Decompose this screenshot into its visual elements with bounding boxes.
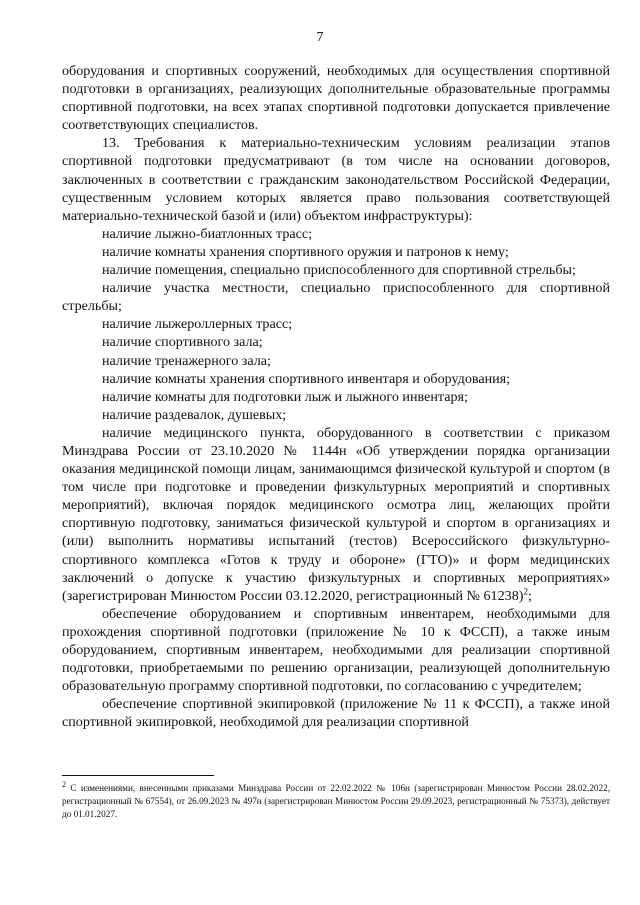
footnote-reference: 2 — [523, 586, 528, 597]
list-item: наличие помещения, специально приспособленного для спортивной стрельбы; — [102, 262, 576, 279]
footnote — [62, 779, 610, 821]
list-item: наличие лыжно-биатлонных трасс; — [102, 225, 313, 242]
footnote-marker: 2 — [62, 779, 66, 789]
page-number: 7 — [316, 30, 324, 45]
paragraph-continuation: оборудования и спортивных сооружений, необходимых для осуществления спортивной подготовки в организациях, реализующих дополнительные образовательные программы спортивной подготовки, на всех этапах спортивной подготовки допускается привлечение соответствующих специалистов. — [62, 63, 610, 134]
list-item: наличие комнаты для подготовки лыж и лыжного инвентаря; — [102, 388, 468, 405]
medical-end: ; — [527, 587, 532, 604]
paragraph-outfit: обеспечение спортивной экипировкой (приложение № 11 к ФССП), а также иной спортивной экипировкой, необходимой для реализации спортивной — [62, 696, 610, 731]
list-item: наличие спортивного зала; — [102, 334, 263, 351]
list-item: наличие тренажерного зала; — [102, 352, 271, 369]
document-body — [62, 62, 610, 731]
footnote-text: С изменениями, внесенными приказами Минздрава России от 22.02.2022 № 106н (зарегистрирован Минюстом России 28.02.2022, регистрационный № 67554), от 26.09.2023 № 497н (зарегистрирован Минюстом России 29.09.2023, регистрационный № 75373), действует до 01.01.2027. — [62, 783, 610, 819]
list-item: наличие участка местности, специально приспособленного для спортивной стрельбы; — [62, 280, 610, 315]
list-item: наличие раздевалок, душевых; — [102, 406, 287, 423]
paragraph-13: 13. Требования к материально-техническим условиям реализации этапов спортивной подготовки предусматривают (в том числе на основании договоров, заключенных в соответствии с гражданским законодательством Российской Федерации, существенным условием которых является право пользования соответствующей материально-технической базой и (или) объектом инфраструктуры): — [62, 135, 610, 224]
list-item: наличие лыжероллерных трасс; — [102, 316, 293, 333]
footnote-divider — [62, 775, 214, 776]
list-item: наличие комнаты хранения спортивного оружия и патронов к нему; — [102, 243, 509, 260]
medical-text: наличие медицинского пункта, оборудованного в соответствии с приказом Минздрава России от 23.10.2020 № 1144н «Об утверждении порядка организации оказания медицинской помощи лицам, занимающимся физической культурой и спортом (в том числе при подготовке и проведении физкультурных мероприятий и спортивных мероприятий), включая порядок медицинского осмотра лиц, желающих пройти спортивную подготовку, заниматься физической культурой и спортом в организациях и (или) выполнить нормативы испытаний (тестов) Всероссийского физкультурно-спортивного комплекса «Готов к труду и обороне» (ГТО)» и форм медицинских заключений о допуске к участию физкультурных и спортивных мероприятиях» (зарегистрирован Минюстом России 03.12.2020, регистрационный № 61238) — [62, 424, 610, 604]
list-item: наличие комнаты хранения спортивного инвентаря и оборудования; — [102, 370, 511, 387]
paragraph-medical-point — [62, 424, 610, 605]
paragraph-equipment: обеспечение оборудованием и спортивным инвентарем, необходимыми для прохождения спортивной подготовки (приложение № 10 к ФССП), а также иным оборудованием, спортивным инвентарем, необходимыми для реализации спортивной подготовки, приобретаемыми по решению организации, реализующей дополнительную образовательную программу спортивной подготовки, по согласованию с учредителем; — [62, 605, 610, 695]
